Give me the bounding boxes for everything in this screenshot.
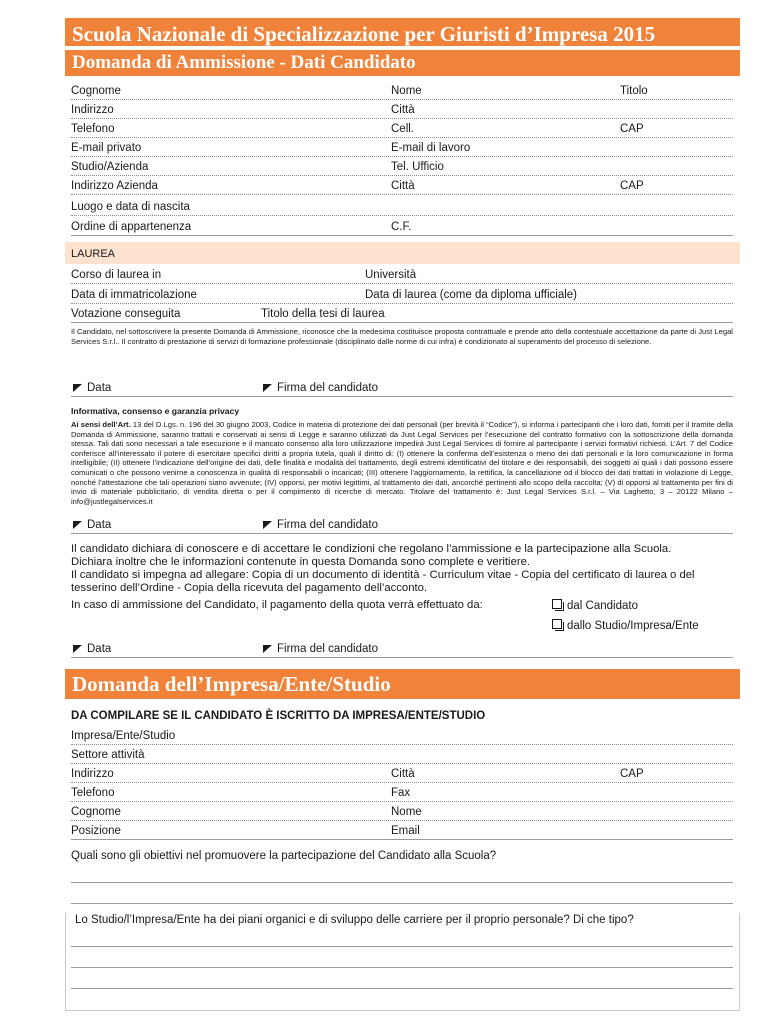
signature-field-3[interactable] bbox=[263, 643, 378, 655]
privacy-body: 13 del D.Lgs. n. 196 del 30 giugno 2003, Codice in materia di protezione dei dati personali (per brevità il “Codice”), si informa i partecipanti che i loro dati, forniti per il tramite della Domanda di Ammissione, saranno trattati e conservati ai sensi di Legge e saranno utilizzati da Just Legal Services per l’esecuzione del contratto formativo con la sottoscrizione della domanda stessa. Tali dati sono necessari a tale esecuzione e il mancato consenso alla loro utilizzazione impedirà Just Legal Services di fornire al partecipante i servizi formativi richiesti. L’Art. 7 del Codice conferisce all’interessato il potere di esercitare specifici diritti a propria tutela, quali il diritto di: (I) ottenere la conferma dell’esistenza o meno dei dati personali e la loro comunicazione in forma intelligibile; (II) ottenere l’indicazione dell’origine dei dati, delle finalità e modalità del trattamento, degli estremi identificativi del titolare e dei responsabili, dei soggetti ai quali i dati possono essere comunicati o che possono venirne a conoscenza in qualità di responsabili o incaricati; (III) ottenere l’aggiornamento, la rettifica, la cancellazione od il blocco dei dati trattati in violazione di Legge, nonché l’attestazione che tali operazioni siano avvenute; (IV) opporsi, per motivi legittimi, al trattamento dei dati, ancorché pertinenti allo scopo della raccolta; (V) di opporsi al trattamento per fini di invio di materiale pubblicitario, di vendita diretta o per il compimento di ricerche di mercato. Titolare del trattamento è: Just Legal Services S.r.l. – Via Laghetto, 3 – 20122 Milano – info@justlegalservices.it bbox=[71, 420, 733, 506]
impresa-instruction: DA COMPILARE SE IL CANDIDATO È ISCRITTO DA IMPRESA/ENTE/STUDIO bbox=[71, 710, 486, 722]
field-label: Settore attività bbox=[71, 749, 145, 761]
corner-marker-icon bbox=[263, 521, 272, 529]
corner-marker-icon bbox=[263, 645, 272, 653]
answer-line[interactable] bbox=[71, 988, 733, 989]
field-label: C.F. bbox=[391, 221, 412, 233]
field-label: Telefono bbox=[71, 787, 115, 799]
privacy-lead: Ai sensi dell’Art. bbox=[71, 420, 131, 429]
field-label: Città bbox=[391, 768, 415, 780]
divider bbox=[71, 657, 733, 658]
privacy-title: Informativa, consenso e garanzia privacy bbox=[71, 406, 240, 416]
date-field-1[interactable] bbox=[73, 382, 111, 394]
field-label: Titolo della tesi di laurea bbox=[261, 308, 385, 320]
question-obiettivi: Quali sono gli obiettivi nel promuovere la partecipazione del Candidato alla Scuola? bbox=[71, 850, 497, 862]
answer-line[interactable] bbox=[71, 967, 733, 968]
divider bbox=[71, 533, 733, 534]
field-row-nascita[interactable] bbox=[71, 196, 733, 216]
checkbox-icon[interactable] bbox=[552, 619, 562, 629]
field-label: Studio/Azienda bbox=[71, 161, 149, 173]
field-label: E-mail privato bbox=[71, 142, 142, 154]
field-label: Corso di laurea in bbox=[71, 269, 162, 281]
field-row-immatricolazione[interactable] bbox=[71, 284, 733, 304]
declaration-line: Il candidato dichiara di conoscere e di accettare le condizioni che regolano l’ammissione e la partecipazione alla Scuola. bbox=[71, 543, 672, 555]
field-label: Data di immatricolazione bbox=[71, 289, 197, 301]
field-label: Titolo bbox=[620, 85, 648, 97]
field-label: Posizione bbox=[71, 825, 121, 837]
signature-field-2[interactable] bbox=[263, 519, 378, 531]
field-label: Nome bbox=[391, 806, 422, 818]
field-row-corso[interactable] bbox=[71, 264, 733, 284]
corner-marker-icon bbox=[73, 384, 82, 392]
field-row-email[interactable] bbox=[71, 137, 733, 157]
declaration-line: Dichiara inoltre che le informazioni contenute in questa Domanda sono complete e veritiere. bbox=[71, 556, 531, 568]
field-label: Nome bbox=[391, 85, 422, 97]
date-label: Data bbox=[87, 519, 112, 531]
answer-box bbox=[65, 913, 740, 1011]
divider bbox=[71, 396, 733, 397]
field-row-ordine[interactable] bbox=[71, 216, 733, 236]
field-row-impresa-cognome[interactable] bbox=[71, 801, 733, 821]
answer-line[interactable] bbox=[71, 903, 733, 904]
field-label: Telefono bbox=[71, 123, 115, 135]
field-label: Cognome bbox=[71, 806, 121, 818]
corner-marker-icon bbox=[263, 384, 272, 392]
privacy-text bbox=[71, 420, 733, 506]
field-label: Email bbox=[391, 825, 420, 837]
field-label: E-mail di lavoro bbox=[391, 142, 471, 154]
field-label: Cell. bbox=[391, 123, 415, 135]
field-row-impresa-indirizzo[interactable] bbox=[71, 763, 733, 783]
field-label: Votazione conseguita bbox=[71, 308, 181, 320]
field-label: Indirizzo bbox=[71, 768, 114, 780]
option-label: dallo Studio/Impresa/Ente bbox=[567, 620, 699, 632]
question-piani: Lo Studio/l’Impresa/Ente ha dei piani organici e di sviluppo delle carriere per il proprio personale? Di che tipo? bbox=[75, 914, 634, 926]
field-row-studio[interactable] bbox=[71, 156, 733, 176]
field-row-impresa-posizione[interactable] bbox=[71, 820, 733, 840]
field-label: CAP bbox=[620, 768, 644, 780]
field-row-impresa[interactable] bbox=[71, 725, 733, 745]
impresa-section-title: Domanda dell’Impresa/Ente/Studio bbox=[65, 669, 740, 699]
field-row-settore[interactable] bbox=[71, 744, 733, 764]
option-label: dal Candidato bbox=[567, 600, 638, 612]
signature-label: Firma del candidato bbox=[277, 382, 378, 394]
form-subtitle: Domanda di Ammissione - Dati Candidato bbox=[65, 50, 740, 76]
field-label: Città bbox=[391, 180, 415, 192]
date-field-2[interactable] bbox=[73, 519, 111, 531]
contract-note: Il Candidato, nel sottoscrivere la presente Domanda di Ammissione, riconosce che la medesima costituisce proposta contrattuale e prende atto della contestuale accettazione da parte di Just Legal Services S.r.l.. Il contratto di prestazione di servizi di formazione professionale (disciplinato dalle norme di cui infra) è condizionato al superamento del processo di selezione. bbox=[71, 327, 733, 346]
corner-marker-icon bbox=[73, 645, 82, 653]
field-label: CAP bbox=[620, 180, 644, 192]
signature-label: Firma del candidato bbox=[277, 519, 378, 531]
field-row-indirizzo[interactable] bbox=[71, 99, 733, 119]
field-label: Tel. Ufficio bbox=[391, 161, 444, 173]
option-studio[interactable] bbox=[552, 619, 699, 632]
field-label: CAP bbox=[620, 123, 644, 135]
field-label: Fax bbox=[391, 787, 411, 799]
field-label: Cognome bbox=[71, 85, 121, 97]
field-row-impresa-telefono[interactable] bbox=[71, 782, 733, 802]
field-label: Impresa/Ente/Studio bbox=[71, 730, 176, 742]
field-row-indirizzo-azienda[interactable] bbox=[71, 175, 733, 195]
date-label: Data bbox=[87, 643, 112, 655]
payment-question: In caso di ammissione del Candidato, il pagamento della quota verrà effettuato da: bbox=[71, 599, 483, 611]
answer-line[interactable] bbox=[71, 946, 733, 947]
date-label: Data bbox=[87, 382, 112, 394]
declaration-line: Il candidato si impegna ad allegare: Copia di un documento di identità - Curriculum vitae - Copia del certificato di laurea o del tesserino dell’Ordine - Copia della ricevuta del pagamento dell’acconto. bbox=[71, 569, 695, 594]
field-row-telefono[interactable] bbox=[71, 118, 733, 138]
field-label: Indirizzo Azienda bbox=[71, 180, 158, 192]
field-label: Luogo e data di nascita bbox=[71, 201, 190, 213]
field-row-cognome[interactable] bbox=[71, 80, 733, 100]
field-label: Università bbox=[365, 269, 417, 281]
corner-marker-icon bbox=[73, 521, 82, 529]
option-candidato[interactable] bbox=[552, 599, 638, 612]
field-label: Città bbox=[391, 104, 415, 116]
answer-line[interactable] bbox=[71, 882, 733, 883]
field-label: Indirizzo bbox=[71, 104, 114, 116]
field-row-votazione[interactable] bbox=[71, 303, 733, 323]
date-field-3[interactable] bbox=[73, 643, 111, 655]
field-label: Data di laurea (come da diploma ufficiale) bbox=[365, 289, 578, 301]
checkbox-icon[interactable] bbox=[552, 599, 562, 609]
form-title: Scuola Nazionale di Specializzazione per Giuristi d’Impresa 2015 bbox=[65, 18, 740, 48]
field-label: Ordine di appartenenza bbox=[71, 221, 192, 233]
signature-label: Firma del candidato bbox=[277, 643, 378, 655]
laurea-section-header: LAUREA bbox=[65, 242, 740, 264]
signature-field-1[interactable] bbox=[263, 382, 378, 394]
declaration-text bbox=[71, 543, 741, 595]
